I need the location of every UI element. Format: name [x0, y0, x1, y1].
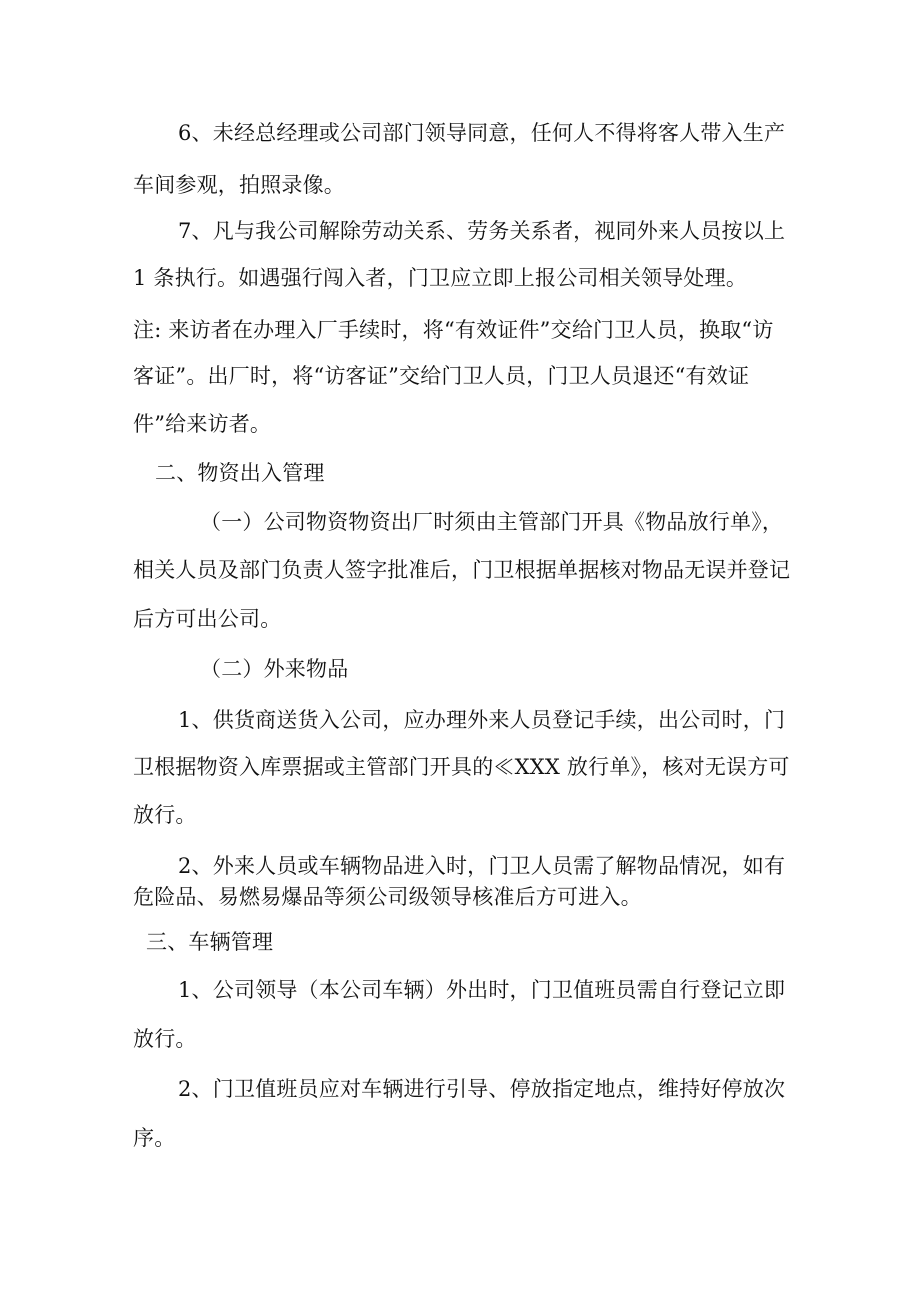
vehicle-item-2-line-1: 2、门卫值班员应对车辆进行引导、停放指定地点，维持好停放次: [178, 1077, 786, 1101]
section-3-heading: 三、车辆管理: [146, 930, 274, 954]
item-1-line-2: 卫根据物资入库票据或主管部门开具的≪XXX 放行单》，核对无误方可: [133, 755, 790, 779]
subsection-1-line-1: （一）公司物资物资出厂时须由主管部门开具《物品放行单》，: [200, 510, 784, 534]
vehicle-item-1-line-1: 1、公司领导（本公司车辆）外出时，门卫值班员需自行登记立即: [178, 978, 786, 1002]
item-1-line-1: 1、供货商送货入公司，应办理外来人员登记手续，出公司时，门: [178, 708, 786, 732]
rule-7-line-1: 7、凡与我公司解除劳动关系、劳务关系者，视同外来人员按以上: [178, 219, 786, 243]
rule-6-line-1: 6、未经总经理或公司部门领导同意，任何人不得将客人带入生产: [178, 121, 786, 145]
vehicle-item-1-line-2: 放行。: [133, 1027, 197, 1051]
vehicle-item-2-line-2: 序。: [133, 1126, 176, 1150]
subsection-1-line-2: 相关人员及部门负责人签字批准后，门卫根据单据核对物品无误并登记: [133, 558, 791, 582]
section-2-heading: 二、物资出入管理: [155, 461, 325, 485]
note-line-3: 件”给来访者。: [133, 412, 272, 436]
item-2-line-1: 2、外来人员或车辆物品进入时，门卫人员需了解物品情况，如有: [178, 854, 786, 878]
note-line-2: 客证”。出厂时，将“访客证”交给门卫人员，门卫人员退还“有效证: [133, 364, 750, 388]
note-line-1: 注: 来访者在办理入厂手续时，将“有效证件”交给门卫人员，换取“访: [133, 318, 774, 342]
rule-6-line-2: 车间参观，拍照录像。: [133, 173, 345, 197]
item-1-line-3: 放行。: [133, 803, 197, 827]
subsection-1-line-3: 后方可出公司。: [133, 607, 282, 631]
subsection-2-heading: （二）外来物品: [200, 657, 349, 681]
item-2-line-2: 危险品、易燃易爆品等须公司级领导核准后方可进入。: [133, 885, 642, 909]
rule-7-line-2: 1 条执行。如遇强行闯入者，门卫应立即上报公司相关领导处理。: [133, 266, 748, 290]
